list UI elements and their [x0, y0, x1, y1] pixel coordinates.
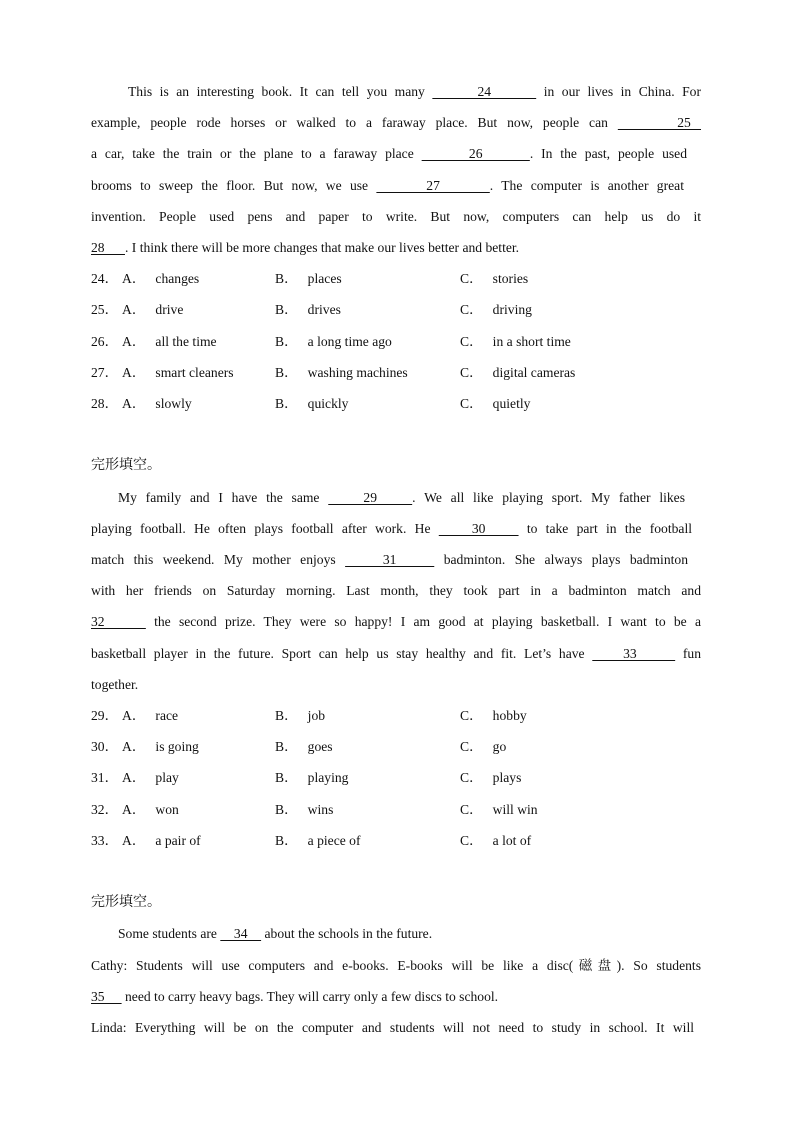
option-a[interactable]: A． changes: [122, 271, 200, 286]
passage2-line-3: [91, 551, 688, 569]
text-segment: fun: [675, 646, 701, 661]
text-segment: together.: [91, 677, 139, 692]
option-b[interactable]: B． washing machines: [275, 365, 408, 380]
text-segment: with her friends on Saturday morning. Last month, they took part in a badminton match and: [91, 583, 701, 598]
question-number: 29．: [91, 708, 119, 723]
blank-26: 26: [421, 146, 530, 161]
text-segment: badminton. She always plays badminton: [434, 552, 689, 567]
text-segment: Linda: Everything will be on the computer and students will not need to study in school. It will: [91, 1020, 694, 1035]
option-c[interactable]: C． will win: [460, 802, 538, 817]
option-c[interactable]: C． driving: [460, 302, 532, 317]
text-segment: Some students are: [118, 926, 221, 941]
passage3-line-4: [91, 1019, 694, 1037]
passage3-line-1: [118, 925, 701, 943]
question-number: 31．: [91, 770, 119, 785]
question-number: 24．: [91, 271, 119, 286]
text-segment: need to carry heavy bags. They will carry only a few discs to school.: [121, 989, 499, 1004]
text-segment: . We all like playing sport. My father likes: [412, 490, 686, 505]
text-segment: the second prize. They were so happy! I am good at playing basketball. I want to be a: [145, 614, 701, 629]
question-number: 27．: [91, 365, 119, 380]
text-segment: to take part in the football: [518, 521, 692, 536]
option-b[interactable]: B． drives: [275, 302, 341, 317]
text-segment: a car, take the train or the plane to a faraway place: [91, 146, 422, 161]
text-segment: . I think there will be more changes that make our lives better and better.: [124, 240, 520, 255]
blank-34: 34: [220, 926, 262, 941]
blank-25: 25: [617, 115, 701, 130]
text-segment: basketball player in the future. Sport can help us stay healthy and fit. Let’s have: [91, 646, 593, 661]
option-a[interactable]: A． smart cleaners: [122, 365, 234, 380]
option-c[interactable]: C． hobby: [460, 708, 527, 723]
blank-28: 28: [91, 240, 125, 255]
text-segment: brooms to sweep the floor. But now, we use: [91, 178, 377, 193]
blank-31: 31: [345, 552, 435, 567]
option-b[interactable]: B． a long time ago: [275, 334, 392, 349]
option-b[interactable]: B． a piece of: [275, 833, 361, 848]
option-a[interactable]: A． all the time: [122, 334, 217, 349]
question-number: 28．: [91, 396, 119, 411]
question-24: [0, 270, 794, 288]
passage1-line-6: [91, 239, 701, 257]
text-segment: in our lives in China. For: [536, 84, 702, 99]
option-c[interactable]: C． quietly: [460, 396, 531, 411]
blank-32: 32: [91, 614, 146, 629]
blank-29: 29: [328, 490, 413, 505]
question-number: 33．: [91, 833, 119, 848]
blank-35: 35: [91, 989, 122, 1004]
blank-30: 30: [438, 521, 519, 536]
passage3-line-2: [91, 957, 701, 975]
passage3-line-3: [91, 988, 701, 1006]
option-c[interactable]: C． plays: [460, 770, 522, 785]
blank-33: 33: [592, 646, 676, 661]
option-c[interactable]: C． digital cameras: [460, 365, 576, 380]
passage2-line-4: [91, 582, 701, 600]
option-a[interactable]: A． a pair of: [122, 833, 201, 848]
passage2-line-5: [91, 613, 701, 631]
option-b[interactable]: B． playing: [275, 770, 349, 785]
option-b[interactable]: B． wins: [275, 802, 334, 817]
text-segment: match this weekend. My mother enjoys: [91, 552, 346, 567]
passage1-line-3: [91, 145, 687, 163]
question-29: [0, 707, 794, 725]
question-30: [0, 738, 794, 756]
option-a[interactable]: A． slowly: [122, 396, 192, 411]
option-c[interactable]: C． stories: [460, 271, 529, 286]
option-b[interactable]: B． quickly: [275, 396, 349, 411]
question-28: [0, 395, 794, 413]
text-segment: invention. People used pens and paper to write. But now, computers can help us do it: [91, 209, 701, 224]
passage1-line-2: [91, 114, 701, 132]
text-segment: playing football. He often plays football after work. He: [91, 521, 439, 536]
question-number: 32．: [91, 802, 119, 817]
question-26: [0, 333, 794, 351]
option-b[interactable]: B． job: [275, 708, 326, 723]
blank-24: 24: [432, 84, 537, 99]
question-number: 30．: [91, 739, 119, 754]
option-a[interactable]: A． race: [122, 708, 179, 723]
question-31: [0, 769, 794, 787]
passage1-line-4: [91, 177, 684, 195]
question-number: 26．: [91, 334, 119, 349]
option-a[interactable]: A． is going: [122, 739, 199, 754]
section2-heading: 完形填空。: [91, 457, 161, 473]
option-c[interactable]: C． go: [460, 739, 507, 754]
passage1-line-5: [91, 208, 701, 226]
passage2-line-1: [118, 489, 685, 507]
text-segment: about the schools in the future.: [261, 926, 433, 941]
passage1-line-1: [128, 83, 701, 101]
text-segment: . In the past, people used: [529, 146, 687, 161]
text-segment: This is an interesting book. It can tell you many: [128, 84, 433, 99]
question-33: [0, 832, 794, 850]
passage2-line-7: [91, 676, 701, 694]
question-25: [0, 301, 794, 319]
option-c[interactable]: C． in a short time: [460, 334, 571, 349]
text-segment: Cathy: Students will use computers and e-books. E-books will be like a disc(磁盘). So students: [91, 958, 701, 973]
section3-heading: 完形填空。: [91, 894, 161, 910]
question-32: [0, 801, 794, 819]
option-a[interactable]: A． won: [122, 802, 179, 817]
option-b[interactable]: B． goes: [275, 739, 333, 754]
passage2-line-2: [91, 520, 692, 538]
question-number: 25．: [91, 302, 119, 317]
option-b[interactable]: B． places: [275, 271, 342, 286]
option-a[interactable]: A． drive: [122, 302, 184, 317]
passage2-line-6: [91, 645, 701, 663]
text-segment: example, people rode horses or walked to a faraway place. But now, people can: [91, 115, 618, 130]
option-a[interactable]: A． play: [122, 770, 179, 785]
text-segment: . The computer is another great: [489, 178, 684, 193]
question-27: [0, 364, 794, 382]
text-segment: My family and I have the same: [118, 490, 329, 505]
option-c[interactable]: C． a lot of: [460, 833, 532, 848]
blank-27: 27: [376, 178, 490, 193]
